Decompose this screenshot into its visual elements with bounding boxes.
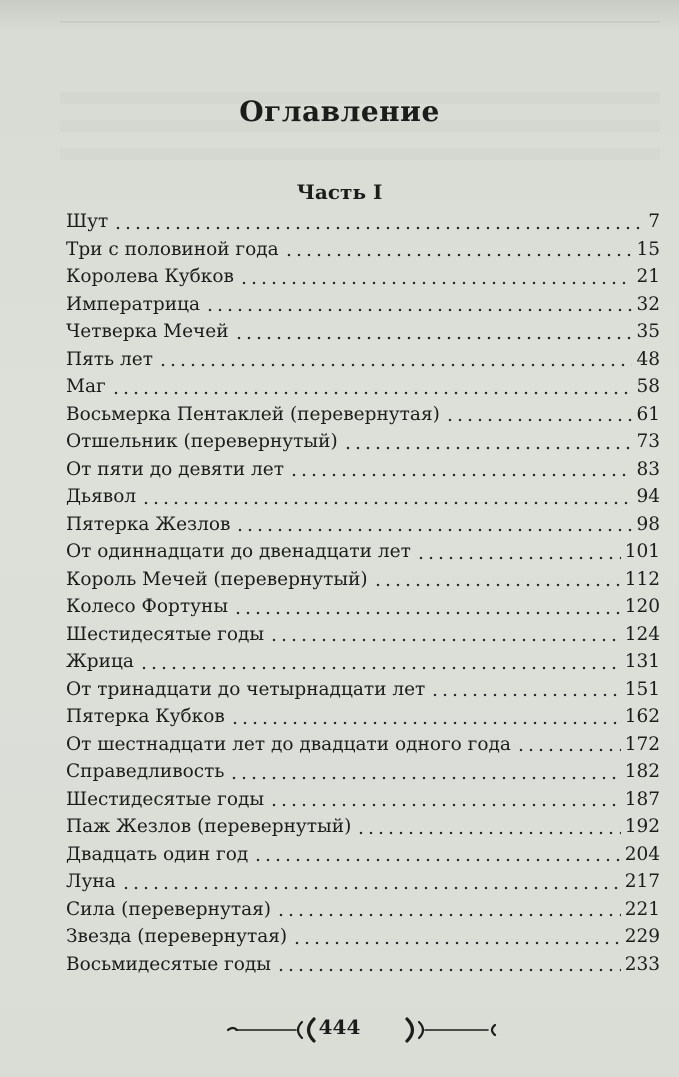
toc-entry-page: 131: [624, 651, 660, 672]
toc-entry-title: От шестнадцати лет до двадцати одного года: [66, 733, 511, 755]
dot-leader: [292, 941, 621, 945]
toc-entry: [66, 483, 660, 511]
toc-entry-title: От одиннадцати до двенадцати лет: [66, 541, 411, 562]
dot-leader: [253, 858, 620, 862]
dot-leader: [416, 556, 621, 560]
dot-leader: [284, 253, 633, 257]
toc-entry-page: 221: [624, 898, 660, 920]
toc-entry-title: Королева Кубков: [66, 266, 234, 287]
toc-entry-title: Двадцать один год: [66, 843, 249, 865]
toc-entry-page: 182: [624, 761, 660, 782]
toc-entry-title: Паж Жезлов (перевернутый): [66, 816, 352, 837]
toc-entry-title: Отшельник (перевернутый): [66, 431, 338, 452]
toc-entry: [66, 428, 660, 456]
toc-entry: [66, 456, 660, 484]
toc-entry: [66, 868, 660, 896]
toc-entry-title: Пять лет: [66, 348, 153, 370]
toc-entry-page: 98: [636, 513, 660, 535]
toc-entry-title: Шестидесятые годы: [66, 788, 265, 810]
toc-entry-page: 233: [624, 953, 660, 975]
dot-leader: [158, 363, 633, 367]
toc-entry-title: От пяти до девяти лет: [66, 458, 284, 480]
toc-entry-title: Луна: [66, 871, 116, 892]
toc-entry-title: Звезда (перевернутая): [66, 926, 288, 947]
part-heading: Часть I: [296, 180, 383, 204]
toc-entry-page: 48: [636, 348, 660, 370]
toc-entry-title: Три с половиной года: [66, 238, 279, 260]
toc-entry: [66, 923, 660, 951]
toc-entry-page: 21: [636, 266, 660, 287]
toc-entry-page: 35: [636, 321, 660, 342]
toc-entry: [66, 813, 660, 841]
toc-entry: [66, 896, 660, 924]
toc-entry-page: 204: [624, 843, 660, 865]
toc-entry-page: 83: [636, 458, 660, 480]
toc-entry-title: Сила (перевернутая): [66, 898, 272, 920]
toc-entry-page: 187: [624, 788, 660, 810]
toc-entry-title: Восьмерка Пентаклей (перевернутая): [66, 403, 440, 425]
dot-leader: [233, 611, 621, 615]
bleed-through-ornament: [60, 12, 660, 72]
dot-leader: [373, 583, 621, 587]
toc-entry: [66, 841, 660, 869]
bleed-through-ornament-icon: [60, 12, 660, 32]
toc-entry-page: 217: [624, 871, 660, 892]
toc-entry: [66, 786, 660, 814]
toc-entry-title: Колесо Фортуны: [66, 596, 229, 617]
toc-entry: [66, 951, 660, 979]
dot-leader: [289, 473, 633, 477]
toc-entry-title: Пятерка Кубков: [66, 706, 225, 727]
dot-leader: [343, 446, 633, 450]
toc-entry-title: Дьявол: [66, 486, 137, 507]
toc-entry-title: Императрица: [66, 293, 201, 315]
toc-entry-title: Шестидесятые годы: [66, 623, 265, 645]
toc-entry: [66, 291, 660, 319]
dot-leader: [445, 418, 633, 422]
toc-entry-title: Пятерка Жезлов: [66, 513, 231, 535]
toc-entry-title: От тринадцати до четырнадцати лет: [66, 678, 426, 700]
toc-entry-title: Восьмидесятые годы: [66, 953, 271, 975]
dot-leader: [205, 308, 632, 312]
toc-entry-page: 192: [624, 816, 660, 837]
page-number: 444: [318, 1015, 361, 1039]
dot-leader: [276, 913, 621, 917]
toc-entry-title: Шут: [66, 211, 109, 232]
page-footer: [0, 1010, 679, 1044]
toc-entry-page: 32: [636, 293, 660, 315]
dot-leader: [113, 226, 644, 230]
bleed-through-line: [60, 148, 660, 160]
toc-entry-page: 101: [624, 541, 660, 562]
toc-entry-page: 151: [624, 678, 660, 700]
dot-leader: [269, 803, 621, 807]
toc-entry-title: Четверка Мечей: [66, 321, 229, 342]
dot-leader: [229, 776, 620, 780]
toc-entry-page: 58: [636, 376, 660, 397]
toc-entry-title: Справедливость: [66, 761, 225, 782]
toc-entry: [66, 676, 660, 704]
dot-leader: [239, 281, 633, 285]
toc-entry-title: Жрица: [66, 651, 134, 672]
toc-entry-title: Король Мечей (перевернутый): [66, 568, 368, 590]
dot-leader: [139, 666, 621, 670]
toc-entry: [66, 208, 660, 236]
toc-entry-page: 112: [624, 568, 660, 590]
page-title: Оглавление: [239, 94, 440, 128]
toc-entry-page: 162: [624, 706, 660, 727]
dot-leader: [121, 886, 621, 890]
toc-entry-page: 94: [636, 486, 660, 507]
toc-entry: [66, 538, 660, 566]
dot-leader: [234, 336, 633, 340]
toc-entry: [66, 758, 660, 786]
dot-leader: [430, 693, 620, 697]
toc-entry-page: 229: [624, 926, 660, 947]
toc-entry: [66, 566, 660, 594]
toc-entry: [66, 236, 660, 264]
toc-entry-page: 172: [624, 733, 660, 755]
toc-entry: [66, 648, 660, 676]
toc-entry: [66, 703, 660, 731]
toc-entry: [66, 263, 660, 291]
toc-entry: [66, 318, 660, 346]
dot-leader: [269, 638, 621, 642]
dot-leader: [516, 748, 621, 752]
toc-entry: [66, 621, 660, 649]
table-of-contents: [66, 208, 660, 978]
toc-entry-page: 7: [648, 211, 660, 232]
dot-leader: [276, 968, 621, 972]
toc-entry: [66, 593, 660, 621]
toc-entry-page: 15: [636, 238, 660, 260]
dot-leader: [141, 501, 632, 505]
toc-entry: [66, 373, 660, 401]
toc-entry: [66, 346, 660, 374]
dot-leader: [230, 721, 621, 725]
toc-entry-title: Маг: [66, 376, 106, 397]
dot-leader: [111, 391, 633, 395]
toc-entry: [66, 511, 660, 539]
dot-leader: [235, 528, 632, 532]
toc-entry: [66, 731, 660, 759]
toc-entry-page: 124: [624, 623, 660, 645]
toc-entry-page: 73: [636, 431, 660, 452]
toc-entry: [66, 401, 660, 429]
toc-entry-page: 120: [624, 596, 660, 617]
dot-leader: [356, 831, 620, 835]
toc-entry-page: 61: [636, 403, 660, 425]
